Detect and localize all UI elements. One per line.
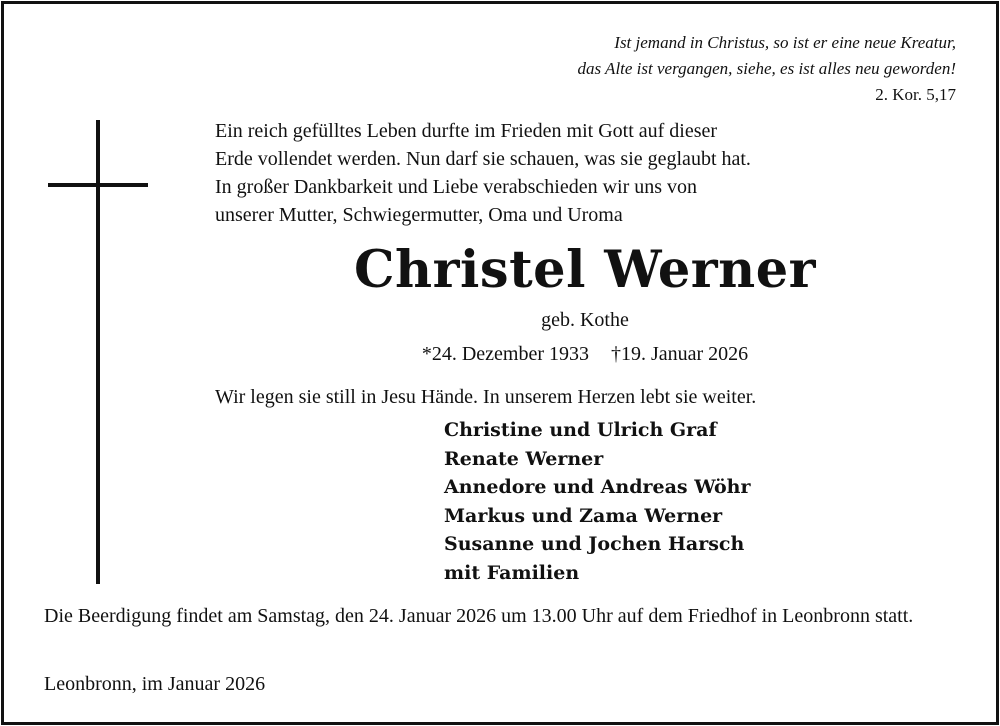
intro-line: unserer Mutter, Schwiegermutter, Oma und Uroma [215, 204, 623, 226]
intro-line: In großer Dankbarkeit und Liebe verabschieden wir uns von [215, 176, 698, 198]
deceased-name: Christel Werner [353, 240, 817, 300]
cross-vertical-bar [96, 120, 100, 584]
life-dates [215, 340, 955, 368]
mourners-list [444, 416, 751, 588]
intro-line: Erde vollendet werden. Nun darf sie schauen, was sie geglaubt hat. [215, 148, 751, 170]
verse-line: Ist jemand in Christus, so ist er eine neue Kreatur, [614, 33, 956, 52]
mourner-entry: mit Familien [444, 561, 580, 584]
funeral-notice: Die Beerdigung findet am Samstag, den 24. Januar 2026 um 13.00 Uhr auf dem Friedhof in Leonbronn statt. [44, 605, 914, 627]
cross-horizontal-bar [48, 183, 148, 187]
bible-verse [578, 30, 957, 108]
place-date: Leonbronn, im Januar 2026 [44, 673, 266, 695]
birth-name: geb. Kothe [541, 309, 629, 331]
birth-date: *24. Dezember 1933 [421, 343, 589, 365]
mourner-entry: Renate Werner [444, 447, 604, 470]
mourner-entry: Christine und Ulrich Graf [444, 419, 717, 441]
intro-text [215, 117, 955, 229]
verse-reference: 2. Kor. 5,17 [875, 85, 956, 104]
mourner-entry: Markus und Zama Werner [444, 504, 723, 527]
mourner-entry: Annedore und Andreas Wöhr [444, 476, 751, 499]
death-date: †19. Januar 2026 [610, 343, 749, 365]
intro-line: Ein reich gefülltes Leben durfte im Frieden mit Gott auf dieser [215, 120, 718, 142]
mourner-entry: Susanne und Jochen Harsch [444, 533, 745, 556]
verse-line: das Alte ist vergangen, siehe, es ist alles neu geworden! [577, 59, 956, 78]
comfort-line: Wir legen sie still in Jesu Hände. In unserem Herzen lebt sie weiter. [215, 386, 757, 408]
